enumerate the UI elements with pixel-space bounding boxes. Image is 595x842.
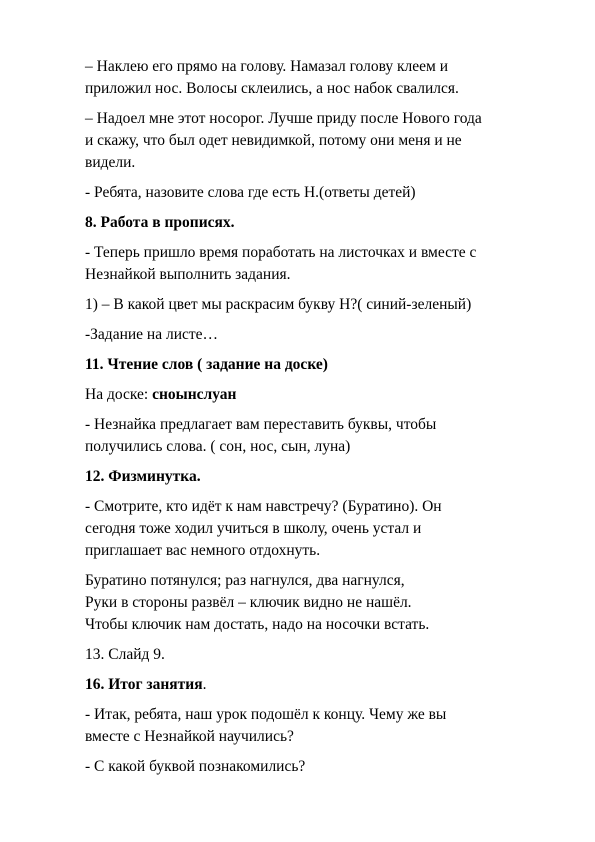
section-heading-8: 8. Работа в прописях. <box>85 214 235 231</box>
paragraph-rearrange: - Незнайка предлагает вам переставить буквы, чтобы получились слова. ( сон, нос, сын, луна) <box>85 416 437 455</box>
paragraph-invisible: – Надоел мне этот носорог. Лучше приду после Нового года и скажу, что был одет невидимкой, потому они меня и не видели. <box>85 110 482 171</box>
section-heading-12: 12. Физминутка. <box>85 468 201 485</box>
paragraph-color-task: 1) – В какой цвет мы раскрасим букву Н?( синий-зеленый) <box>85 296 472 313</box>
paragraph-board <box>85 384 555 406</box>
paragraph-slide: 13. Слайд 9. <box>85 646 165 663</box>
paragraph-letter-question: - С какой буквой познакомились? <box>85 758 306 775</box>
section-heading-16 <box>85 674 555 696</box>
paragraph-glue-nose: – Наклею его прямо на голову. Намазал голову клеем и приложил нос. Волосы склеились, а нос набок свалился. <box>85 58 459 97</box>
section-heading-11: 11. Чтение слов ( задание на доске) <box>85 356 328 373</box>
paragraph-sheet-task: -Задание на листе… <box>85 326 219 343</box>
board-label: На доске: <box>85 386 153 403</box>
section-heading-16-title: 16. Итог занятия <box>85 676 203 693</box>
paragraph-name-words: - Ребята, назовите слова где есть Н.(ответы детей) <box>85 184 416 201</box>
paragraph-worksheet: - Теперь пришло время поработать на листочках и вместе с Незнайкой выполнить задания. <box>85 244 477 283</box>
paragraph-buratino: - Смотрите, кто идёт к нам навстречу? (Буратино). Он сегодня тоже ходил учиться в школу, очень устал и приглашает вас немного отдохнуть. <box>85 498 442 559</box>
paragraph-summary: - Итак, ребята, наш урок подошёл к концу. Чему же вы вместе с Незнайкой научились? <box>85 706 447 745</box>
board-letters: сноынслуан <box>152 386 237 403</box>
poem-block: Буратино потянулся; раз нагнулся, два нагнулся, Руки в стороны развёл – ключик видно не нашёл. Чтобы ключик нам достать, надо на носочки встать. <box>85 572 430 633</box>
section-heading-16-period: . <box>202 676 207 693</box>
